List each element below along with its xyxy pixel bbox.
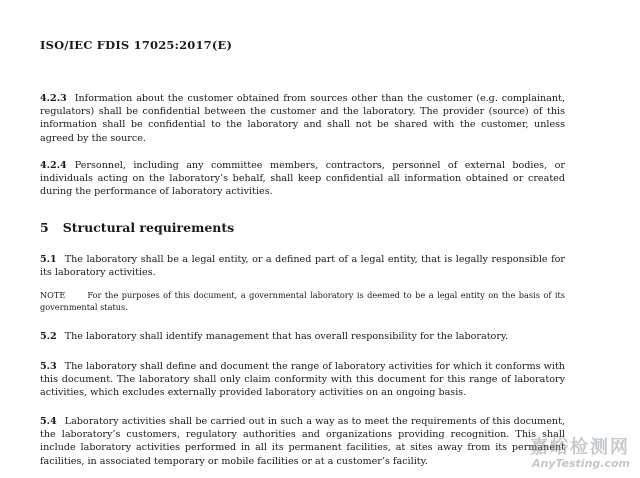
clause-5-1 [40,253,565,279]
clause-text: Personnel, including any committee members, contractors, personnel of external bodies, or individuals acting on the laboratory’s behalf, shall keep confidential all information obtained or created during the performance of laboratory activities. [40,160,565,198]
clause-5-2 [40,330,565,343]
note-text: For the purposes of this document, a governmental laboratory is deemed to be a legal entity on the basis of its governmental status. [40,290,565,312]
clause-4-2-4 [40,159,565,199]
clause-number: 5.1 [40,254,57,265]
clause-text: Laboratory activities shall be carried out in such a way as to meet the requirements of this document, the laboratory’s customers, regulatory authorities and organizations providing recognition. This shall include laboratory activities performed in all its permanent facilities, at sites away from its permanent facilities, in associated temporary or mobile facilities or at a customer’s facility. [40,416,565,467]
watermark-en: AnyTesting.com [531,457,630,470]
clause-4-2-3 [40,92,565,145]
note [40,290,565,313]
note-label: NOTE [40,290,66,300]
section-title: Structural requirements [62,220,235,235]
clause-number: 4.2.4 [40,160,67,171]
clause-number: 5.4 [40,416,57,427]
section-number: 5 [40,220,49,235]
clause-number: 4.2.3 [40,93,67,104]
clause-text: The laboratory shall define and document the range of laboratory activities for which it conforms with this document. The laboratory shall only claim conformity with this document for this range of laboratory activities, which excludes externally provided laboratory activities on an ongoing basis. [40,361,565,399]
clause-number: 5.2 [40,331,57,342]
watermark [530,433,630,470]
clause-5-3 [40,360,565,400]
clause-text: The laboratory shall be a legal entity, or a defined part of a legal entity, that is legally responsible for its laboratory activities. [40,254,565,279]
clause-number: 5.3 [40,361,57,372]
document-header: ISO/IEC FDIS 17025:2017(E) [40,38,233,52]
section-heading [40,220,234,235]
clause-5-4 [40,415,565,468]
clause-text: The laboratory shall identify management that has overall responsibility for the laboratory. [64,331,509,342]
clause-text: Information about the customer obtained from sources other than the customer (e.g. complainant, regulators) shall be confidential between the customer and the laboratory. The provider (source) of this information shall be confidential to the laboratory and shall not be shared with the customer, unless agreed by the source. [40,93,565,144]
watermark-cn: 嘉峪检测网 [530,437,630,458]
